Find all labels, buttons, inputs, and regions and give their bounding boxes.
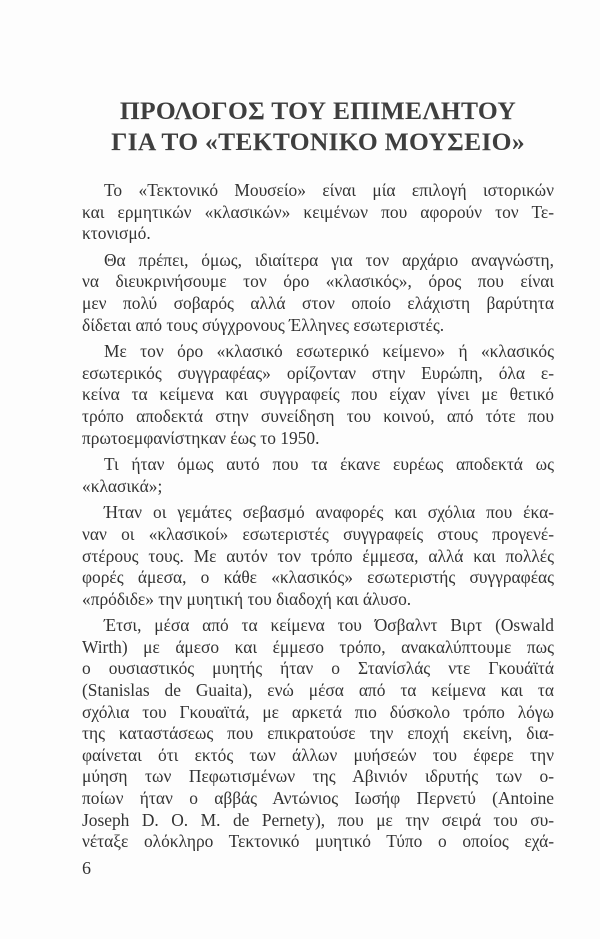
text-line: εσωτερικός συγγραφέας» ορίζονταν στην Ευρώπη, όλα ε- bbox=[82, 362, 554, 383]
text-line: ο ουσιαστικός μυητής ήταν ο Στανίσλάς ντε Γκουάϊτά bbox=[82, 658, 554, 679]
text-line: φαίνεται ότι εκτός των άλλων μυήσεών του έφερε την bbox=[82, 744, 554, 765]
text-line: κείνα τα κείμενα και συγγραφείς που είχαν γίνει με θετικό bbox=[82, 384, 554, 405]
text-line: στέρους τους. Με αυτόν τον τρόπο έμμεσα, αλλά και πολλές bbox=[82, 545, 554, 566]
text-line: και ερμητικών «κλασικών» κειμένων που αφορούν τον Τε- bbox=[82, 201, 554, 222]
body-text bbox=[82, 180, 554, 858]
text-line: τρόπο αποδεκτά στην συνείδηση του κοινού, από τότε που bbox=[82, 405, 554, 426]
paragraph bbox=[82, 502, 554, 610]
text-line: «πρόδιδε» την μυητική του διαδοχή και άλυσο. bbox=[82, 588, 412, 609]
text-line: να διευκρινήσουμε τον όρο «κλασικός», όρος που είναι bbox=[82, 271, 554, 292]
text-line: Joseph D. O. M. de Pernety), που με την σειρά του συ- bbox=[82, 809, 554, 830]
text-line: Με τον όρο «κλασικό εσωτερικό κείμενο» ή «κλασικός bbox=[104, 341, 554, 362]
text-line: της καταστάσεως που επικρατούσε την εποχή εκείνη, δια- bbox=[82, 723, 554, 744]
text-line: Wirth) με άμεσο και έμμεσο τρόπο, ανακαλύπτουμε πως bbox=[82, 636, 554, 657]
paragraph bbox=[82, 250, 554, 336]
paragraph bbox=[82, 454, 554, 497]
text-line: «κλασικά»; bbox=[82, 475, 163, 496]
text-line: κτονισμό. bbox=[82, 223, 151, 244]
paragraph bbox=[82, 615, 554, 853]
text-line: πρωτοεμφανίστηκαν έως το 1950. bbox=[82, 427, 320, 448]
page-number: 6 bbox=[82, 858, 91, 878]
text-line: Θα πρέπει, όμως, ιδιαίτερα για τον αρχάριο αναγνώστη, bbox=[104, 249, 554, 270]
text-line: δίδεται από τους σύγχρονους Έλληνες εσωτεριστές. bbox=[82, 314, 445, 335]
text-line: ποίων ήταν ο αββάς Αντώνιος Ιωσήφ Περνετύ (Antoine bbox=[82, 788, 554, 809]
text-line: Τι ήταν όμως αυτό που τα έκανε ευρέως αποδεκτά ως bbox=[104, 454, 554, 475]
chapter-title-line-2: ΓΙΑ ΤΟ «ΤΕΚΤΟΝΙΚΟ ΜΟΥΣΕΙΟ» bbox=[111, 127, 525, 156]
text-line: (Stanislas de Guaita), ενώ μέσα από τα κείμενα και τα bbox=[82, 680, 554, 701]
text-line: Έτσι, μέσα από τα κείμενα του Όσβαλντ Βιρτ (Oswald bbox=[104, 615, 554, 636]
chapter-title-line-1: ΠΡΟΛΟΓΟΣ ΤΟΥ ΕΠΙΜΕΛΗΤΟΥ bbox=[119, 96, 517, 125]
paragraph bbox=[82, 180, 554, 245]
text-line: νέταξε ολόκληρο Τεκτονικό μυητικό Τύπο ο οποίος εχά- bbox=[82, 831, 554, 852]
text-line: Ήταν οι γεμάτες σεβασμό αναφορές και σχόλια που έκα- bbox=[104, 502, 554, 523]
text-line: μεν πολύ σοβαρός αλλά στον οποίο ελάχιστη βαρύτητα bbox=[82, 292, 554, 313]
text-line: Το «Τεκτονικό Μουσείο» είναι μία επιλογή ιστορικών bbox=[104, 180, 554, 200]
paragraph bbox=[82, 341, 554, 449]
text-line: μύηση των Πεφωτισμένων της Αβινιόν ιδρυτής των ο- bbox=[82, 766, 554, 787]
text-line: ναν οι «κλασικοί» εσωτεριστές συγγραφείς στους προγενέ- bbox=[82, 523, 554, 544]
chapter-title bbox=[82, 95, 554, 157]
text-line: φορές άμεσα, ο κάθε «κλασικός» εσωτεριστής συγγραφέας bbox=[82, 567, 554, 588]
text-line: σχόλια του Γκουαϊτά, με αρκετά πιο δύσκολο τρόπο λόγω bbox=[82, 701, 554, 722]
